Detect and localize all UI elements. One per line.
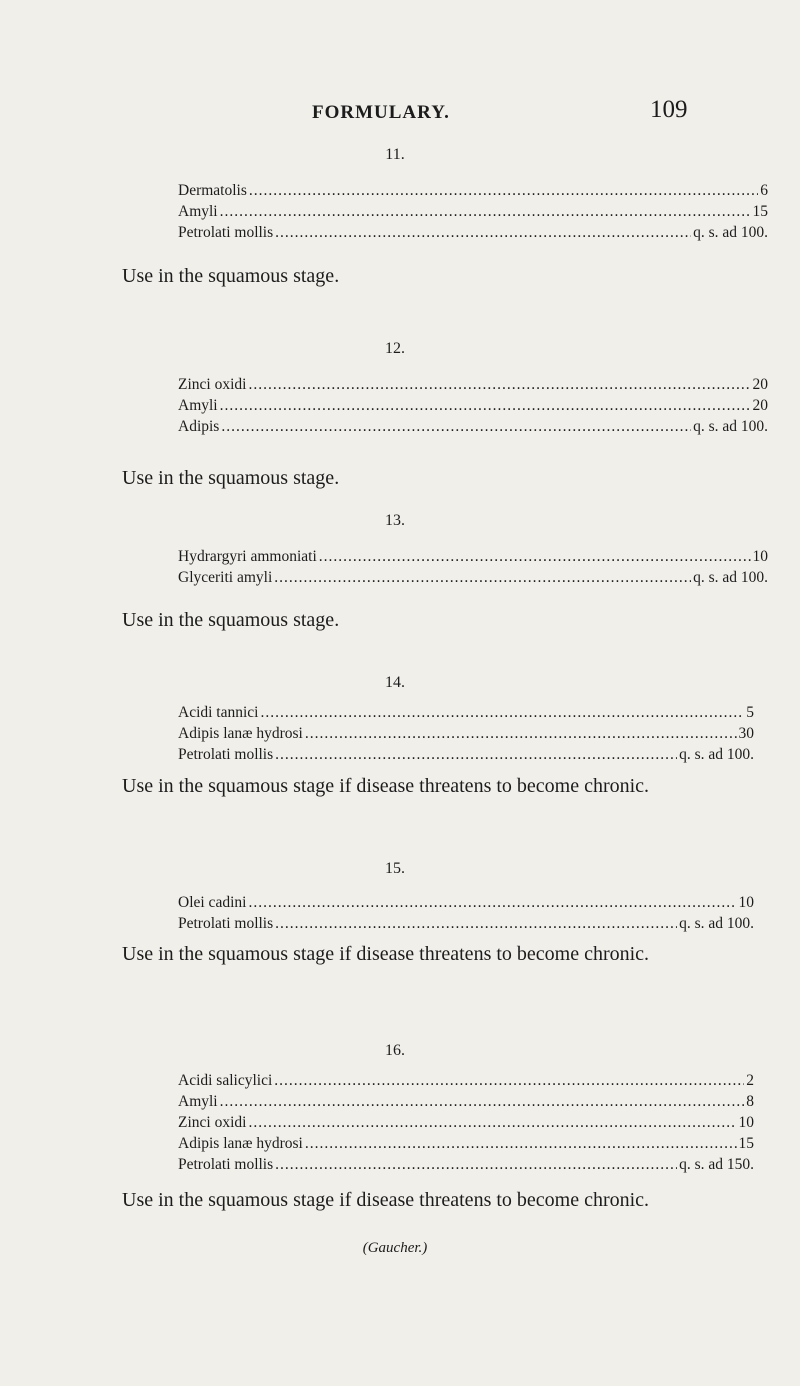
ingredient-row	[178, 915, 754, 936]
ingredient-name: Adipis lanæ hydrosi	[178, 725, 303, 742]
ingredient-quantity: 15	[738, 1135, 754, 1152]
ingredient-name: Acidi salicylici	[178, 1072, 273, 1089]
formula-number: 15.	[385, 860, 405, 877]
ingredient-list	[178, 182, 768, 245]
ingredient-row	[178, 569, 768, 590]
ingredient-row	[178, 203, 768, 224]
usage-note: Use in the squamous stage if disease threatens to become chronic.	[122, 1189, 650, 1211]
ingredient-quantity: q. s. ad 100.	[679, 915, 754, 932]
ingredient-quantity: q. s. ad 100.	[693, 418, 768, 435]
ingredient-row	[178, 376, 768, 397]
ingredient-name: Acidi tannici	[178, 704, 259, 721]
formula-number: 13.	[385, 512, 405, 529]
usage-note: Use in the squamous stage if disease threatens to become chronic.	[122, 775, 650, 797]
ingredient-quantity: 10	[738, 894, 754, 911]
ingredient-name: Dermatolis	[178, 182, 247, 199]
ingredient-list	[178, 894, 754, 936]
ingredient-row	[178, 725, 754, 746]
formula-number: 14.	[385, 674, 405, 691]
ingredient-quantity: 5	[746, 704, 754, 721]
ingredient-name: Amyli	[178, 1093, 218, 1110]
usage-note: Use in the squamous stage.	[122, 609, 340, 631]
ingredient-quantity: 8	[746, 1093, 754, 1110]
ingredient-row	[178, 397, 768, 418]
ingredient-name: Zinci oxidi	[178, 376, 247, 393]
ingredient-quantity: q. s. ad 150.	[679, 1156, 754, 1173]
ingredient-name: Amyli	[178, 397, 218, 414]
ingredient-list	[178, 1072, 754, 1177]
ingredient-name: Olei cadini	[178, 894, 247, 911]
page-number: 109	[650, 96, 688, 123]
page-header	[0, 96, 800, 126]
ingredient-quantity: 15	[752, 203, 768, 220]
ingredient-quantity: 10	[752, 548, 768, 565]
ingredient-row	[178, 1093, 754, 1114]
ingredient-quantity: q. s. ad 100.	[679, 746, 754, 763]
ingredient-list	[178, 704, 754, 767]
ingredient-row	[178, 1156, 754, 1177]
ingredient-row	[178, 1135, 754, 1156]
ingredient-row	[178, 418, 768, 439]
usage-note: Use in the squamous stage.	[122, 265, 340, 287]
ingredient-row	[178, 224, 768, 245]
ingredient-name: Adipis lanæ hydrosi	[178, 1135, 303, 1152]
ingredient-quantity: q. s. ad 100.	[693, 224, 768, 241]
usage-note: Use in the squamous stage if disease threatens to become chronic.	[122, 943, 650, 965]
ingredient-row	[178, 704, 754, 725]
ingredient-name: Petrolati mollis	[178, 224, 274, 241]
ingredient-row	[178, 1072, 754, 1093]
ingredient-row	[178, 746, 754, 767]
formula-number: 16.	[385, 1042, 405, 1059]
ingredient-name: Glyceriti amyli	[178, 569, 273, 586]
ingredient-row	[178, 548, 768, 569]
ingredient-quantity: 20	[752, 376, 768, 393]
ingredient-row	[178, 182, 768, 203]
ingredient-name: Petrolati mollis	[178, 746, 274, 763]
ingredient-quantity: q. s. ad 100.	[693, 569, 768, 586]
ingredient-name: Hydrargyri ammoniati	[178, 548, 317, 565]
running-title: FORMULARY.	[312, 102, 450, 123]
ingredient-name: Amyli	[178, 203, 218, 220]
ingredient-row	[178, 1114, 754, 1135]
ingredient-list	[178, 376, 768, 439]
ingredient-name: Adipis	[178, 418, 220, 435]
ingredient-row	[178, 894, 754, 915]
ingredient-quantity: 6	[760, 182, 768, 199]
usage-note: Use in the squamous stage.	[122, 467, 340, 489]
ingredient-quantity: 30	[738, 725, 754, 742]
ingredient-quantity: 2	[746, 1072, 754, 1089]
ingredient-list	[178, 548, 768, 590]
ingredient-name: Zinci oxidi	[178, 1114, 247, 1131]
ingredient-quantity: 10	[738, 1114, 754, 1131]
attribution: (Gaucher.)	[362, 1240, 428, 1256]
formula-number: 12.	[385, 340, 405, 357]
ingredient-quantity: 20	[752, 397, 768, 414]
ingredient-name: Petrolati mollis	[178, 915, 274, 932]
ingredient-name: Petrolati mollis	[178, 1156, 274, 1173]
formula-number: 11.	[385, 146, 405, 163]
